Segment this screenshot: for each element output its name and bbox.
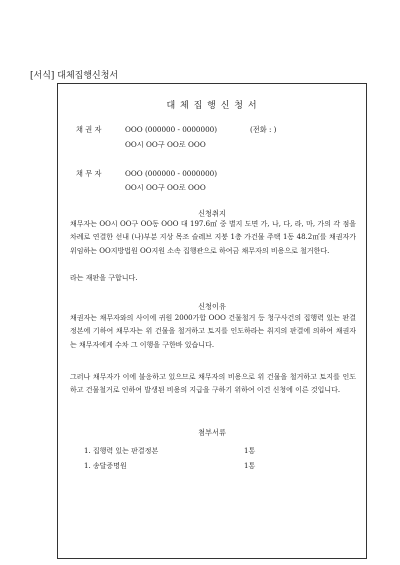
- reason-body-1: 채권자는 채무자와의 사이에 귀원 2000가합 OOO 건물철거 등 청구사건의 집행력 있는 판결정본에 기하여 채무자는 위 건물을 철거하고 토지를 인도하라는 취지의 판결에 의하여 채권자는 채무자에게 수차 그 이행을 구한바 있습니다.: [70, 314, 356, 349]
- creditor-address: OO시 OO구 OO로 OOO: [125, 140, 206, 149]
- document-box: [57, 83, 367, 559]
- creditor-phone: (전화 : ): [250, 125, 277, 134]
- document-title: 대 체 집 행 신 청 서: [166, 101, 258, 111]
- attachment-item-count: 1통: [244, 447, 256, 455]
- attachments-heading: 첨부서류: [198, 428, 226, 437]
- form-label: [서식] 대체집행신청서: [30, 71, 119, 81]
- reason-heading: 신청이유: [198, 302, 226, 311]
- creditor-name-id: OOO (000000 - 0000000): [125, 125, 218, 134]
- debtor-label: 채 무 자: [76, 169, 102, 178]
- creditor-label: 채 권 자: [76, 125, 102, 134]
- purpose-closing: 라는 재판을 구합니다.: [70, 274, 138, 282]
- reason-body-2: 그러나 채무자가 이에 불응하고 있으므로 채무자의 비용으로 위 건물을 철거하고 토지를 인도하고 건물철거로 인하여 발생된 비용의 지급을 구하기 위하여 이건 신청에 이른 것입니다.: [70, 373, 356, 395]
- attachment-item-label: 1. 송달증명원: [84, 462, 127, 470]
- purpose-body: 채무자는 OO시 OO구 OO동 OOO 대 197.6㎡ 중 별지 도면 가, 나, 다, 라, 마, 가의 각 점을 차례로 연결한 선내 (나)부분 지상 목조 슬레브 지붕 1층 가건물 주택 1동 48.2㎡를 채권자가 위임하는 OO지방법원 OO지원 소속 집행관으로 하여금 채무자의 비용으로 철거한다.: [70, 220, 356, 255]
- purpose-heading: 신청취지: [198, 209, 226, 218]
- attachment-item-count: 1통: [244, 462, 256, 470]
- attachment-item-label: 1. 집행력 있는 판결정본: [84, 447, 159, 455]
- debtor-address: OO시 OO구 OO로 OOO: [125, 183, 206, 192]
- debtor-name-id: OOO (000000 - 0000000): [125, 169, 218, 178]
